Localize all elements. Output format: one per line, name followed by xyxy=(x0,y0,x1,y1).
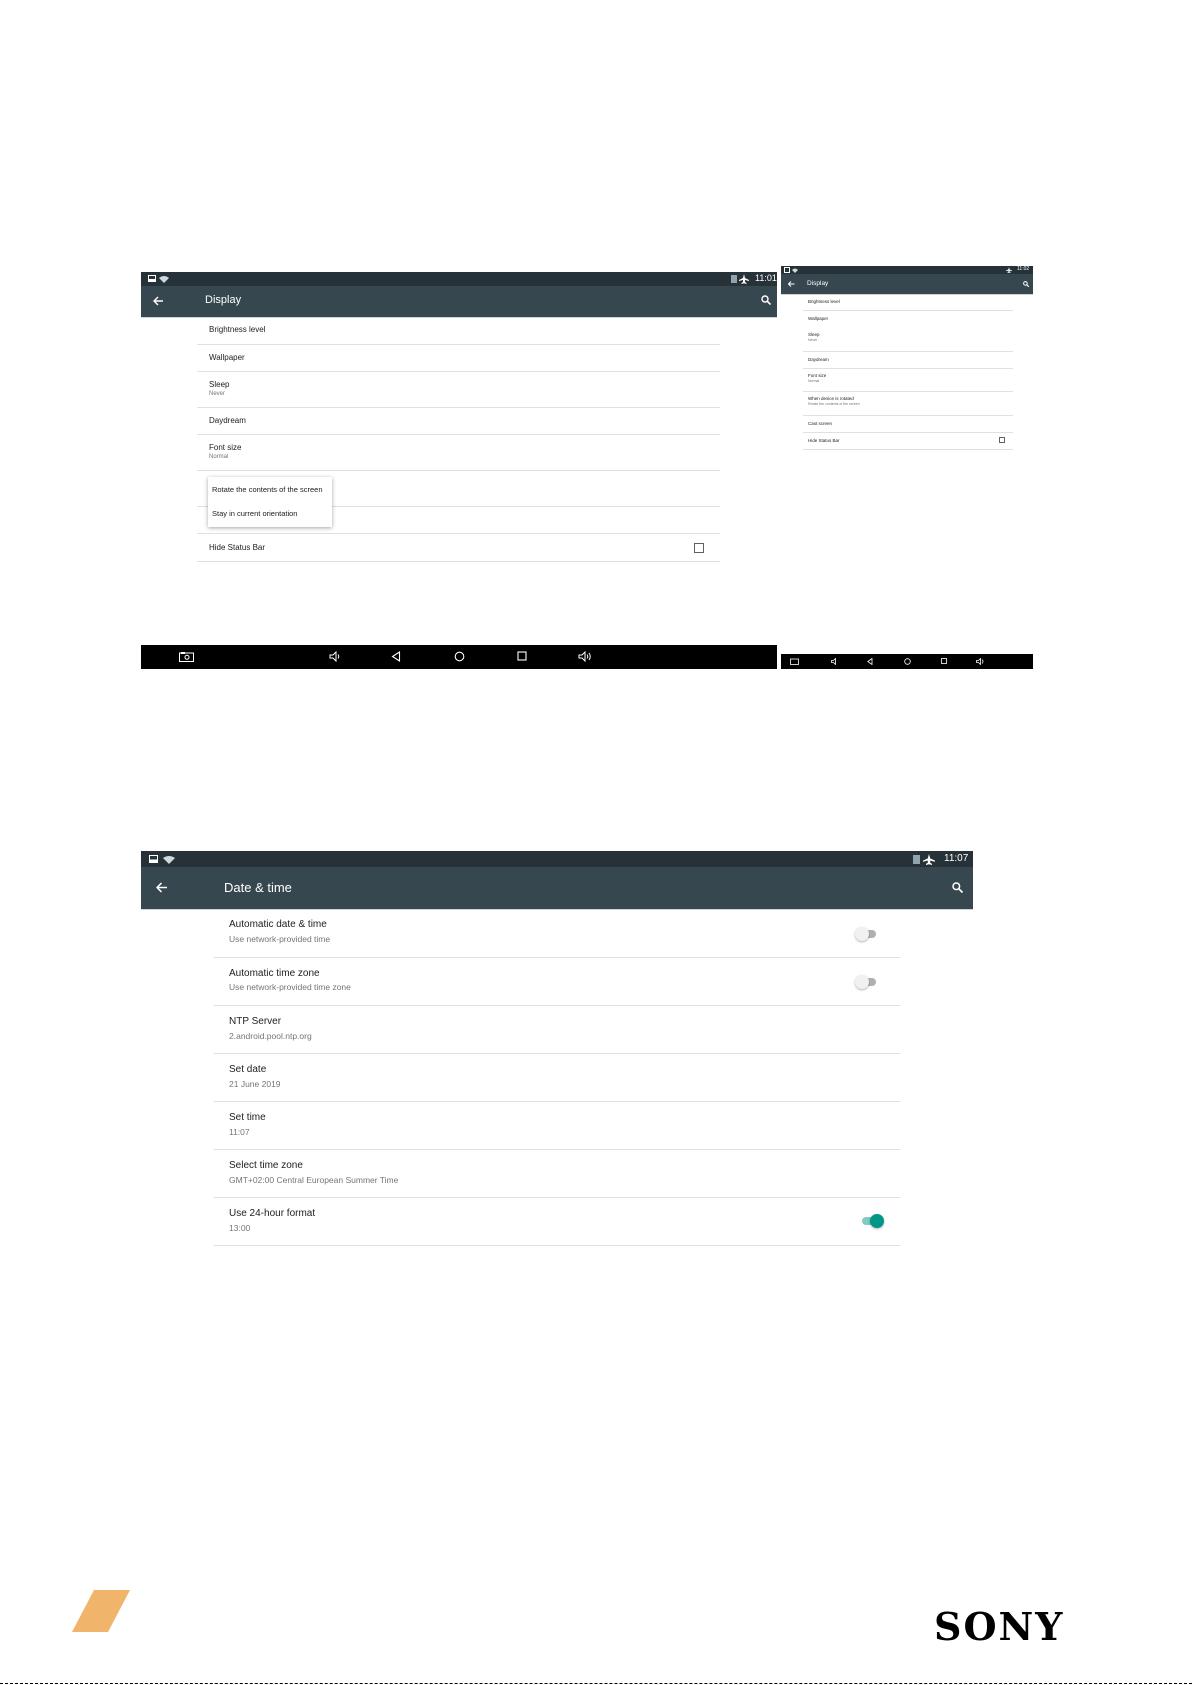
24-hour-format-toggle[interactable] xyxy=(862,1217,881,1225)
item-title: Wallpaper xyxy=(808,316,829,321)
toggle-thumb xyxy=(870,1214,884,1228)
item-subtitle: 13:00 xyxy=(229,1223,251,1233)
item-title: Cast screen xyxy=(808,421,833,426)
display-screenshot-small xyxy=(781,266,1033,669)
display-screenshot xyxy=(141,272,777,669)
settings-item-daydream[interactable] xyxy=(197,407,720,435)
settings-item-wallpaper[interactable] xyxy=(803,310,1013,327)
hide-status-bar-checkbox[interactable] xyxy=(694,543,704,553)
item-title: Sleep xyxy=(808,332,820,337)
automatic-time-zone-toggle[interactable] xyxy=(857,978,876,986)
settings-item-set-date[interactable] xyxy=(214,1053,900,1102)
screenshot-icon[interactable] xyxy=(179,652,194,662)
item-subtitle: Never xyxy=(808,338,818,342)
settings-item-font-size[interactable] xyxy=(803,368,1013,392)
settings-item-select-time-zone[interactable] xyxy=(214,1149,900,1198)
item-title: Daydream xyxy=(209,416,246,425)
item-title: Wallpaper xyxy=(209,353,245,362)
status-time: 11:01 xyxy=(755,273,777,283)
screenshot-notification-icon xyxy=(784,267,790,273)
item-subtitle: 11:07 xyxy=(229,1127,250,1137)
item-title: When device is rotated xyxy=(808,396,854,401)
status-bar xyxy=(141,272,777,286)
item-title: Select time zone xyxy=(229,1160,303,1171)
page-title: Display xyxy=(807,280,829,287)
item-title: Use 24-hour format xyxy=(229,1208,316,1219)
bottom-dashed-rule xyxy=(0,1683,1192,1684)
back-nav-icon[interactable] xyxy=(867,658,873,665)
airplane-icon xyxy=(739,274,749,284)
back-arrow-icon[interactable] xyxy=(153,296,164,306)
popup-option-stay[interactable] xyxy=(208,502,332,527)
item-title: Hide Status Bar xyxy=(209,543,266,552)
item-subtitle: 21 June 2019 xyxy=(229,1079,281,1089)
brand-parallelogram-shape xyxy=(72,1590,132,1634)
settings-item-24-hour-format[interactable] xyxy=(214,1197,900,1246)
settings-item-daydream[interactable] xyxy=(803,351,1013,369)
app-bar xyxy=(141,286,777,318)
settings-item-automatic-date-time[interactable] xyxy=(214,909,900,958)
settings-item-hide-status-bar[interactable] xyxy=(803,432,1013,450)
status-bar xyxy=(781,266,1033,274)
item-title: Brightness level xyxy=(209,325,266,334)
settings-item-automatic-time-zone[interactable] xyxy=(214,957,900,1006)
settings-item-sleep[interactable] xyxy=(197,371,720,408)
settings-item-cast-screen[interactable] xyxy=(803,415,1013,433)
airplane-icon xyxy=(1006,267,1012,273)
item-title: Hide Status Bar xyxy=(808,438,840,443)
search-icon[interactable] xyxy=(761,295,771,305)
back-arrow-icon[interactable] xyxy=(156,882,168,893)
navigation-bar xyxy=(781,654,1033,669)
status-time: 11:07 xyxy=(944,853,969,864)
back-nav-icon[interactable] xyxy=(391,651,401,662)
sim-icon xyxy=(731,275,737,283)
toggle-thumb xyxy=(855,975,869,989)
wifi-icon xyxy=(792,268,798,273)
item-title: Set time xyxy=(229,1112,266,1123)
item-title: Brightness level xyxy=(808,299,840,304)
settings-item-rotation[interactable] xyxy=(803,391,1013,416)
sony-logo: SONY xyxy=(934,1604,1065,1649)
item-title: Automatic date & time xyxy=(229,919,327,930)
toggle-thumb xyxy=(855,927,869,941)
screenshot-icon[interactable] xyxy=(790,658,799,665)
date-time-screenshot xyxy=(141,851,973,1247)
settings-item-brightness[interactable] xyxy=(803,294,1013,311)
screenshot-notification-icon xyxy=(148,275,156,283)
option-label: Stay in current orientation xyxy=(212,509,298,518)
sim-icon xyxy=(913,855,920,864)
item-subtitle: Use network-provided time zone xyxy=(229,982,351,992)
wifi-icon xyxy=(163,855,175,864)
item-title: Daydream xyxy=(808,357,829,362)
rotation-popup-menu xyxy=(208,477,332,527)
settings-item-sleep[interactable] xyxy=(803,327,1013,352)
item-title: Font size xyxy=(209,443,242,452)
app-bar xyxy=(141,867,973,910)
settings-item-ntp-server[interactable] xyxy=(214,1005,900,1054)
automatic-date-time-toggle[interactable] xyxy=(857,930,876,938)
item-title: Font size xyxy=(808,373,827,378)
search-icon[interactable] xyxy=(1023,281,1029,287)
item-subtitle: Normal xyxy=(209,454,229,460)
status-bar xyxy=(141,851,973,867)
item-title: Set date xyxy=(229,1064,267,1075)
app-bar xyxy=(781,274,1033,295)
item-subtitle: Rotate the contents of the screen xyxy=(808,402,860,406)
settings-item-hide-status-bar[interactable] xyxy=(197,534,720,562)
home-nav-icon[interactable] xyxy=(904,658,911,665)
settings-item-brightness[interactable] xyxy=(197,317,720,345)
back-arrow-icon[interactable] xyxy=(788,281,795,287)
settings-item-set-time[interactable] xyxy=(214,1101,900,1150)
wifi-icon xyxy=(159,275,169,283)
popup-option-rotate[interactable] xyxy=(208,477,332,502)
item-title: NTP Server xyxy=(229,1016,282,1027)
volume-up-icon[interactable] xyxy=(578,651,592,662)
airplane-icon xyxy=(923,854,935,865)
settings-item-font-size[interactable] xyxy=(197,434,720,471)
volume-down-icon[interactable] xyxy=(831,658,838,665)
item-subtitle: GMT+02:00 Central European Summer Time xyxy=(229,1175,399,1185)
item-subtitle: Never xyxy=(209,391,226,397)
item-title: Automatic time zone xyxy=(229,968,320,979)
item-subtitle: Use network-provided time xyxy=(229,934,331,944)
status-time: 11:02 xyxy=(1017,266,1030,272)
recents-nav-icon[interactable] xyxy=(941,658,947,664)
navigation-bar xyxy=(141,645,777,669)
page-title: Date & time xyxy=(224,880,292,895)
volume-down-icon[interactable] xyxy=(329,651,341,662)
hide-status-bar-checkbox[interactable] xyxy=(999,437,1005,443)
home-nav-icon[interactable] xyxy=(454,651,465,662)
option-label: Rotate the contents of the screen xyxy=(212,485,323,494)
search-icon[interactable] xyxy=(952,882,963,893)
page-title: Display xyxy=(205,294,242,306)
settings-item-wallpaper[interactable] xyxy=(197,344,720,372)
item-subtitle: Normal xyxy=(808,379,820,383)
recents-nav-icon[interactable] xyxy=(517,651,527,661)
item-title: Sleep xyxy=(209,380,230,389)
item-subtitle: 2.android.pool.ntp.org xyxy=(229,1031,312,1041)
screenshot-notification-icon xyxy=(149,855,158,864)
volume-up-icon[interactable] xyxy=(976,658,985,665)
